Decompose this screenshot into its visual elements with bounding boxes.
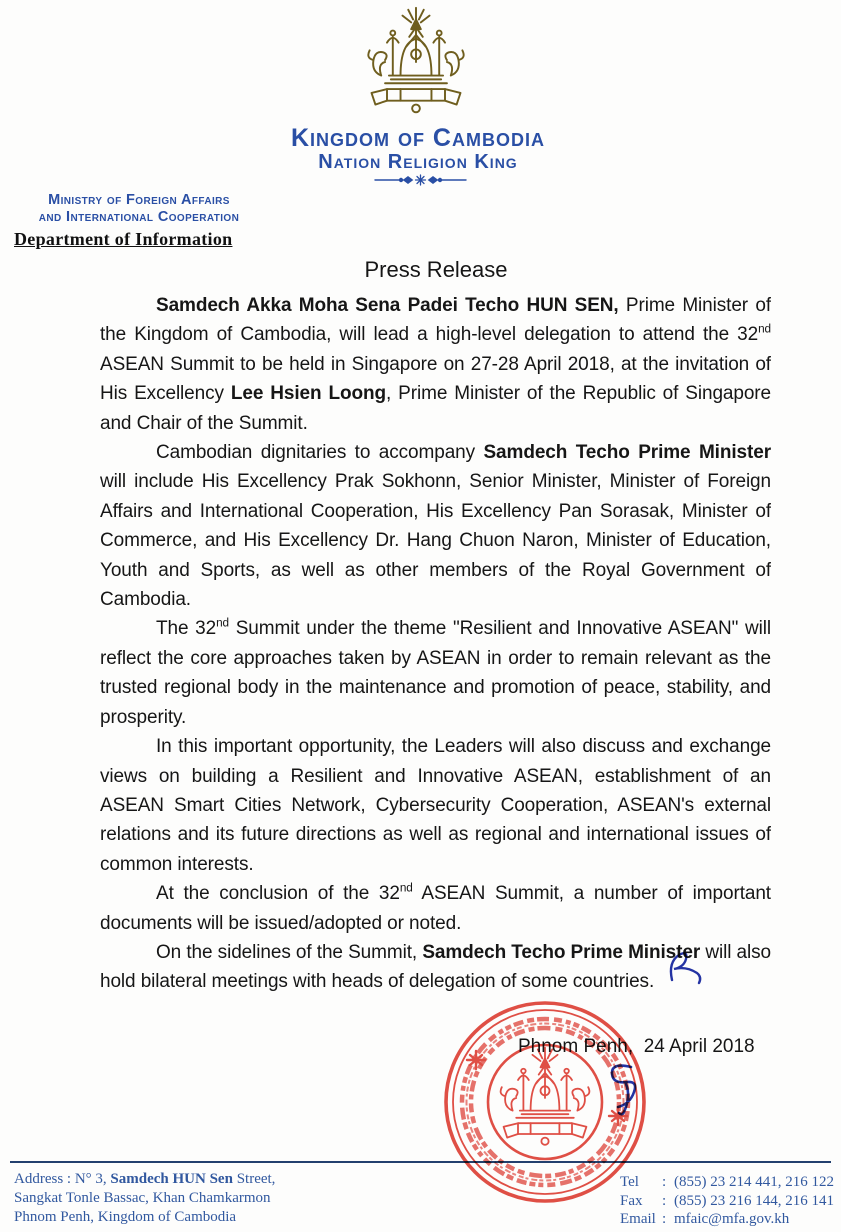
contact-row bbox=[620, 1173, 834, 1192]
text-run: The 32 bbox=[156, 618, 217, 640]
footer-address bbox=[14, 1170, 275, 1227]
text-run: In this important opportunity, the Leaders will also discuss and exchange views on building a Resilient and Innovative ASEAN, establishment of an ASEAN Smart Cities Network, Cybersecurity Cooperation, ASEAN's external relations and its future directions as well as regional and international issues of common interests. bbox=[100, 736, 771, 875]
text-run: Summit under the theme "Resilient and Innovative ASEAN" will reflect the core approaches taken by ASEAN in order to remain relevant as the trusted regional body in the maintenance and promotion of peace, stability, and prosperity. bbox=[100, 618, 771, 728]
superscript-run: nd bbox=[758, 323, 771, 337]
contact-label: Tel bbox=[620, 1174, 639, 1190]
bold-text-run: Samdech Techo Prime Minister bbox=[422, 941, 701, 963]
ministry-name bbox=[10, 192, 268, 225]
document-title: Press Release bbox=[364, 257, 508, 282]
contact-separator: : bbox=[662, 1211, 667, 1227]
department-name: Department of Information bbox=[14, 229, 233, 249]
text-run: ASEAN Summit to be held in Singapore on 27-28 April 2018, at the invitation of His Excellency bbox=[100, 353, 771, 405]
national-motto: Nation Religion King bbox=[318, 151, 518, 173]
paragraph bbox=[100, 732, 771, 879]
contact-value: mfaic@mfa.gov.kh bbox=[674, 1211, 790, 1227]
text-run: Address : N° 3, bbox=[14, 1171, 111, 1187]
footer-divider bbox=[10, 1161, 831, 1163]
bold-text-run: Samdech HUN Sen bbox=[110, 1171, 233, 1187]
paragraph bbox=[100, 438, 771, 614]
superscript-run: nd bbox=[216, 617, 229, 631]
bold-text-run: Samdech Techo Prime Minister bbox=[483, 442, 771, 464]
pen-flourish-icon bbox=[666, 950, 706, 990]
footer-contacts bbox=[620, 1173, 834, 1229]
contact-label: Email bbox=[620, 1211, 656, 1227]
divider-ornament-icon bbox=[373, 173, 468, 187]
text-run: ASEAN Summit, a number of important documents will be issued/adopted or noted. bbox=[100, 883, 771, 934]
contact-value: (855) 23 216 144, 216 141 bbox=[674, 1192, 834, 1209]
contact-separator: : bbox=[662, 1192, 667, 1209]
text-run: On the sidelines of the Summit, bbox=[156, 941, 423, 963]
text-run: Sangkat Tonle Bassac, Khan Chamkarmon bbox=[14, 1190, 271, 1206]
text-run: At the conclusion of the 32 bbox=[156, 883, 400, 905]
text-run: will include His Excellency Prak Sokhonn, Senior Minister, Minister of Foreign Affairs and International Cooperation, His Excellency Pan Sorasak, Minister of Commerce, and His Excellency Dr. Hang Chuon Naron, Minister of Education, Youth and Sports, as well as other members of the Royal Government of Cambodia. bbox=[100, 471, 771, 611]
dateline: Phnom Penh, 24 April 2018 bbox=[518, 1036, 755, 1057]
paragraph bbox=[100, 291, 771, 438]
bold-text-run: Samdech Akka Moha Sena Padei Techo HUN SEN, bbox=[156, 295, 619, 316]
contact-row bbox=[620, 1192, 834, 1211]
press-release-body bbox=[100, 291, 771, 991]
signature-initial bbox=[599, 1060, 643, 1118]
contact-value: (855) 23 214 441, 216 122 bbox=[674, 1174, 834, 1190]
bold-text-run: Lee Hsien Loong bbox=[230, 383, 387, 405]
text-run: Street, bbox=[232, 1171, 276, 1187]
text-run: Cambodian dignitaries to accompany bbox=[156, 442, 484, 464]
contact-label: Fax bbox=[620, 1192, 643, 1209]
contact-row bbox=[620, 1210, 834, 1229]
paragraph bbox=[100, 879, 771, 938]
address-line bbox=[14, 1170, 275, 1189]
text-run: Prime Minister of the Kingdom of Cambodia, will lead a high-level delegation to attend the 32 bbox=[100, 295, 771, 346]
contact-separator: : bbox=[662, 1174, 667, 1190]
text-run: , Prime Minister of the Republic of Singapore and Chair of the Summit. bbox=[100, 383, 771, 434]
text-run: Phnom Penh, Kingdom of Cambodia bbox=[14, 1209, 237, 1225]
paragraph bbox=[100, 614, 771, 732]
text-run: will also hold bilateral meetings with heads of delegation of some countries. bbox=[100, 941, 771, 991]
address-line bbox=[14, 1208, 275, 1227]
kingdom-title: Kingdom of Cambodia bbox=[291, 124, 545, 152]
ministry-line-2: and International Cooperation bbox=[38, 208, 240, 225]
ministry-line-1: Ministry of Foreign Affairs bbox=[48, 192, 230, 208]
royal-arms-emblem bbox=[358, 4, 474, 120]
superscript-run: nd bbox=[399, 881, 413, 895]
address-line bbox=[14, 1189, 275, 1208]
